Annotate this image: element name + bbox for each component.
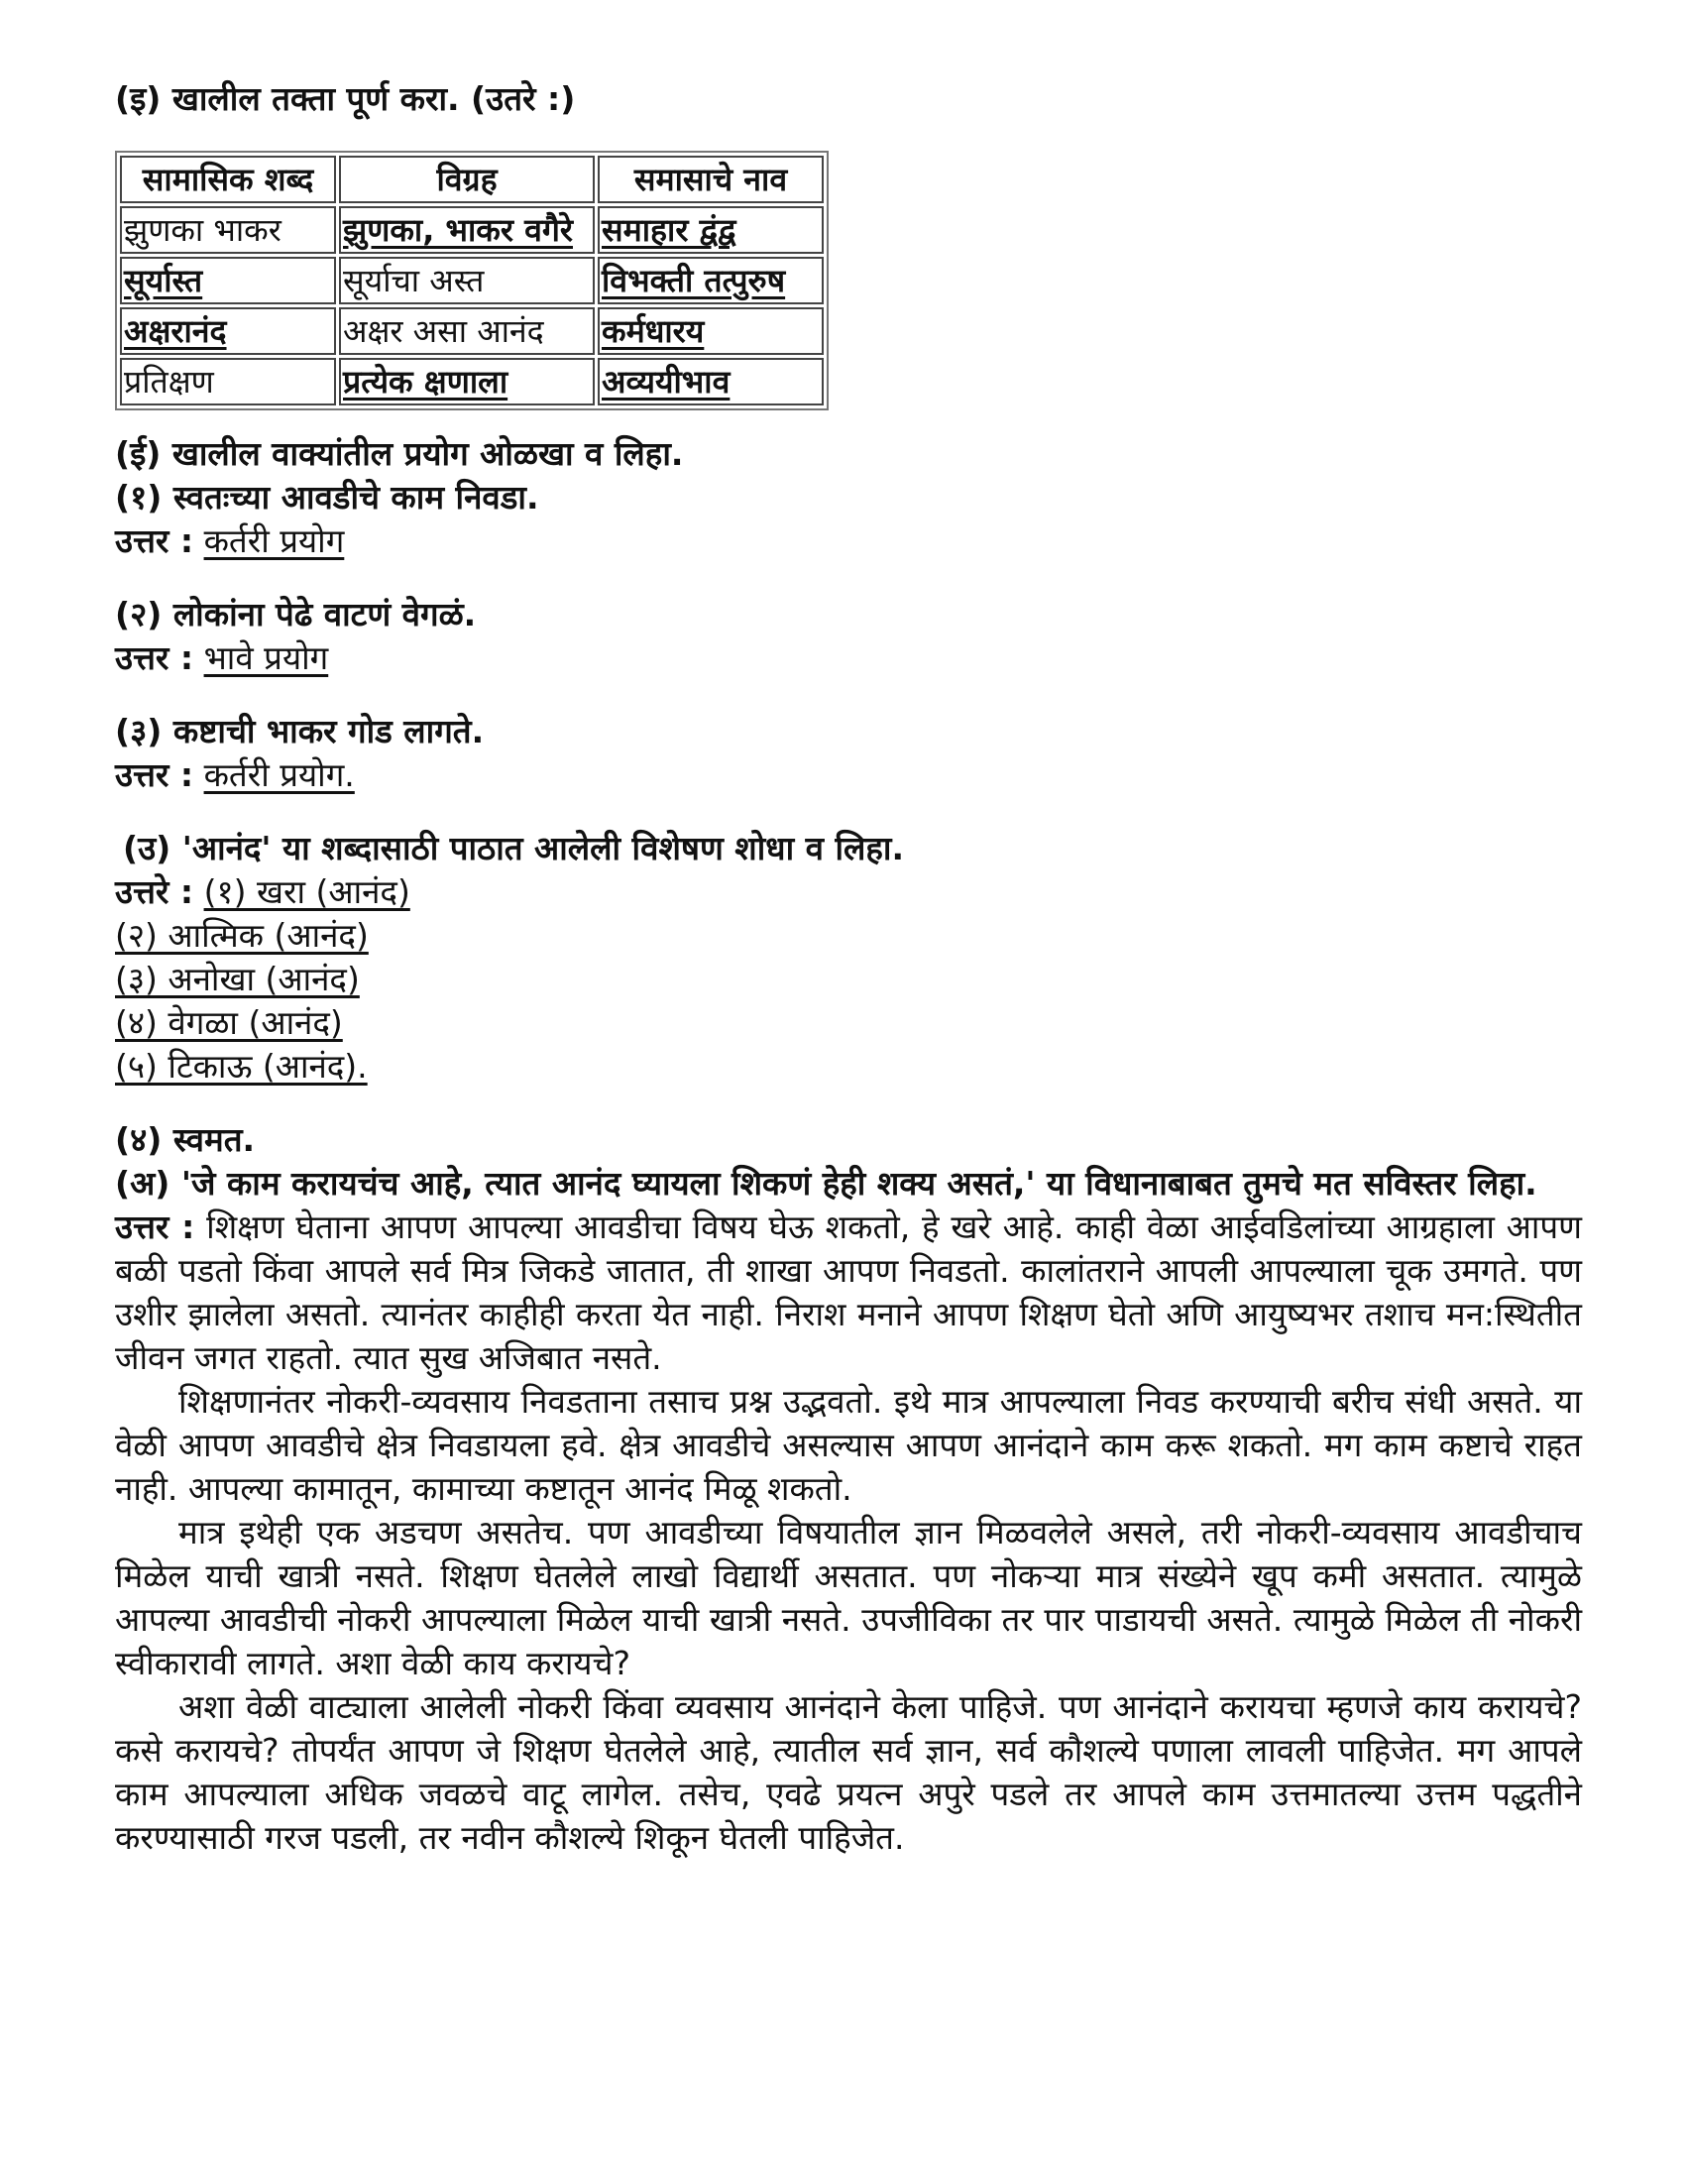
- answer-label: उत्तर :: [115, 755, 194, 794]
- answer-value: कर्तरी प्रयोग.: [203, 755, 355, 794]
- table-header-row: [120, 156, 824, 203]
- section-ee-heading: (ई) खालील वाक्यांतील प्रयोग ओळखा व लिहा.: [115, 434, 684, 473]
- adjective-answer-2: (२) आत्मिक (आनंद): [115, 916, 369, 955]
- worksheet-page: [115, 77, 1582, 1860]
- adjective-answer-3: (३) अनोखा (आनंद): [115, 960, 360, 998]
- answer-value: भावे प्रयोग: [203, 638, 329, 677]
- adjective-answer-1: [115, 870, 1582, 914]
- table-cell: प्रतिक्षण: [120, 358, 336, 405]
- essay-paragraph-2: शिक्षणानंतर नोकरी-व्यवसाय निवडताना तसाच प्रश्न उद्भवतो. इथे मात्र आपल्याला निवड करण्याची बरीच संधी असते. या वेळी आपण आवडीचे क्षेत्र निवडायला हवे. क्षेत्र आवडीचे असल्यास आपण आनंदाने काम करू शकतो. मग काम कष्टाचे राहत नाही. आपल्या कामातून, कामाच्या कष्टातून आनंद मिळू शकतो.: [115, 1382, 1582, 1508]
- adjective-answer-5: (५) टिकाऊ (आनंद).: [115, 1047, 368, 1086]
- essay-paragraph-4: अशा वेळी वाट्याला आलेली नोकरी किंवा व्यवसाय आनंदाने केला पाहिजे. पण आनंदाने करायचा म्हणजे काय करायचे? कसे करायचे? तोपर्यंत आपण जे शिक्षण घेतलेले आहे, त्यातील सर्व ज्ञान, सर्व कौशल्ये पणाला लावली पाहिजेत. मग आपले काम आपल्याला अधिक जवळचे वाटू लागेल. तसेच, एवढे प्रयत्न अपुरे पडले तर आपले काम उत्तमातल्या उत्तम पद्धतीने करण्यासाठी गरज पडली, तर नवीन कौशल्ये शिकून घेतली पाहिजेत.: [115, 1687, 1582, 1857]
- header-samasache-nav: समासाचे नाव: [598, 156, 824, 203]
- question-2: (२) लोकांना पेढे वाटणं वेगळं.: [115, 595, 477, 633]
- answer-2: [115, 636, 1582, 680]
- answer-3: [115, 753, 1582, 797]
- table-cell: प्रत्येक क्षणाला: [339, 358, 595, 405]
- paragraph-text: शिक्षण घेताना आपण आपल्या आवडीचा विषय घेऊ शकतो, हे खरे आहे. काही वेळा आईवडिलांच्या आग्रहाला आपण बळी पडतो किंवा आपले सर्व मित्र जिकडे जातात, ती शाखा आपण निवडतो. कालांतराने आपली आपल्याला चूक उमगते. पण उशीर झालेला असतो. त्यानंतर काहीही करता येत नाही. निराश मनाने आपण शिक्षण घेतो अणि आयुष्यभर तशाच मन:स्थितीत जीवन जगत राहतो. त्यात सुख अजिबात नसते.: [115, 1207, 1582, 1377]
- answer-label: उत्तर :: [115, 1207, 195, 1246]
- answer-label: उत्तर :: [115, 638, 194, 677]
- adjective-value: (१) खरा (आनंद): [203, 872, 410, 911]
- question-3: (३) कष्टाची भाकर गोड लागते.: [115, 712, 485, 750]
- answer-label: उत्तर :: [115, 521, 194, 560]
- table-cell: अव्ययीभाव: [598, 358, 824, 405]
- table-cell: अक्षर असा आनंद: [339, 307, 595, 355]
- table-cell: विभक्ती तत्पुरुष: [598, 257, 824, 304]
- essay-paragraph-3: मात्र इथेही एक अडचण असतेच. पण आवडीच्या विषयातील ज्ञान मिळवलेले असले, तरी नोकरी-व्यवसाय आवडीचाच मिळेल याची खात्री नसते. शिक्षण घेतलेले लाखो विद्यार्थी असतात. पण नोकऱ्या मात्र संख्येने खूप कमी असतात. त्यामुळे आपल्या आवडीची नोकरी आपल्याला मिळेल याची खात्री नसते. उपजीविका तर पार पाडायची असते. त्यामुळे मिळेल ती नोकरी स्वीकारावी लागते. अशा वेळी काय करायचे?: [115, 1513, 1582, 1682]
- answer-1: [115, 519, 1582, 563]
- table-cell: झुणका भाकर: [120, 206, 336, 254]
- table-cell: सूर्याचा अस्त: [339, 257, 595, 304]
- section-u-heading: (उ) 'आनंद' या शब्दासाठी पाठात आलेली विशेषण शोधा व लिहा.: [123, 829, 904, 867]
- table-row: [120, 206, 824, 254]
- answer-label: उत्तरे :: [115, 872, 194, 911]
- section-e-heading: (इ) खालील तक्ता पूर्ण करा. (उतरे :): [115, 79, 576, 118]
- header-samasik-shabda: सामासिक शब्द: [120, 156, 336, 203]
- table-cell: समाहार द्वंद्व: [598, 206, 824, 254]
- table-row: [120, 307, 824, 355]
- header-vigrah: विग्रह: [339, 156, 595, 203]
- svamat-question: (अ) 'जे काम करायचंच आहे, त्यात आनंद घ्यायला शिकणं हेही शक्य असतं,' या विधानाबाबत तुमचे मत सविस्तर लिहा.: [115, 1164, 1537, 1203]
- table-cell: सूर्यास्त: [120, 257, 336, 304]
- section-4-heading: (४) स्वमत.: [115, 1120, 256, 1159]
- table-cell: कर्मधारय: [598, 307, 824, 355]
- question-1: (१) स्वतःच्या आवडीचे काम निवडा.: [115, 478, 539, 517]
- samas-table: [115, 151, 829, 410]
- table-cell: झुणका, भाकर वगैरे: [339, 206, 595, 254]
- essay-paragraph-1: [115, 1206, 1582, 1380]
- table-row: [120, 358, 824, 405]
- adjective-answer-4: (४) वेगळा (आनंद): [115, 1003, 343, 1042]
- table-row: [120, 257, 824, 304]
- table-cell: अक्षरानंद: [120, 307, 336, 355]
- answer-value: कर्तरी प्रयोग: [203, 521, 345, 560]
